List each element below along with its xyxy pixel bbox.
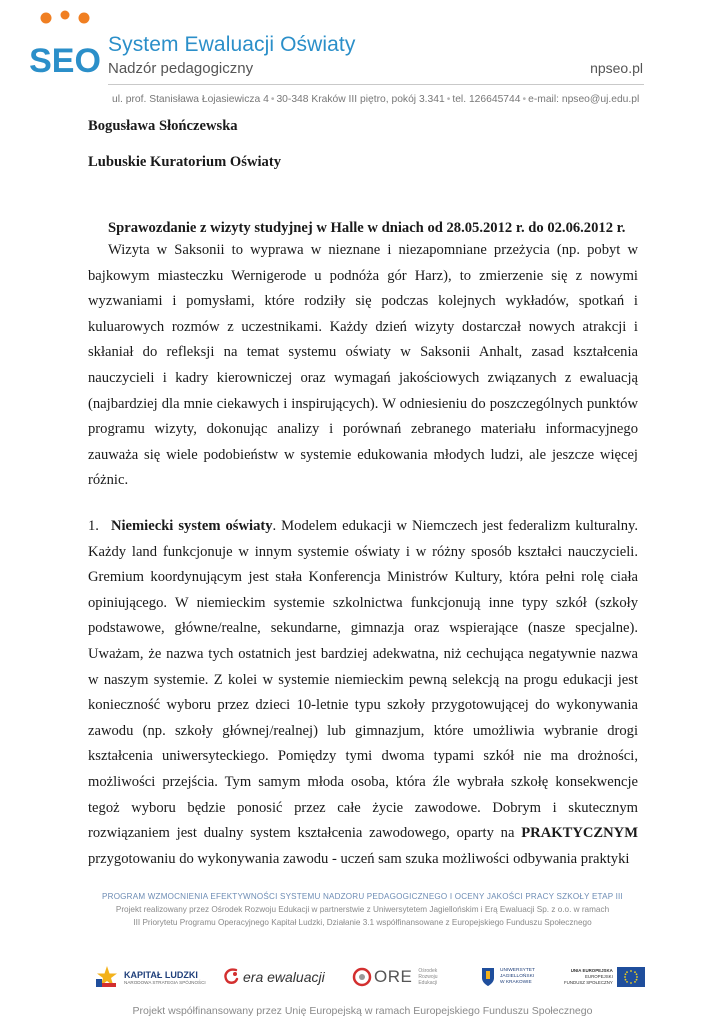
report-title: Sprawozdanie z wizyty studyjnej w Halle w dniach od 28.05.2012 r. do 02.06.2012 r. (108, 220, 626, 236)
uj-line-1: UNIWERSYTET (500, 968, 535, 973)
website-link[interactable]: npseo.pl (590, 60, 643, 76)
section-heading: Niemiecki system oświaty (110, 518, 273, 534)
address-city: 30-348 Kraków III piętro, pokój 3.341 (276, 94, 445, 105)
ore-mark-icon (352, 966, 372, 988)
footer (0, 888, 725, 1024)
eu-flag-icon (617, 967, 645, 987)
section-text-a: . Modelem edukacji w Niemczech jest federalizm kulturalny. Każdy land funkcjonuje w innym systemie oświaty i w różny sposób kształci nauczycieli. Gremium koordynującym jest stała Konferencja Ministrów Kultury, która pełni rolę ciała opiniującego. W niemieckim systemie szkolnictwa funkcjonują inne typy szkół (szkoły podstawowe, główne/realne, sekundarne, gimnazja oraz wspierające (nasze specjalne). Uważam, że nazwa tych ostatnich jest bardziej adekwatna, niż cechująca negatywnie nazwa w naszym systemie. Z kolei w systemie niemieckim pewną selekcją na progu edukacji jest konieczność wyboru przez dzieci 10-letnie typu szkoły przygotowującej do wykonywania zawodu (np. szkoły głównej/realnej) lub gimnazjum, które umożliwia wybranie drogi kształcenia uniwersyteckiego. Pomiędzy tymi dwoma typami szkół nie ma drożności, możliwości przejścia. Tym samym młoda osoba, która źle wybrała szkołę konsekwencje tegoż wyboru będzie ponosić przez całe życie zawodowe. Dobrym i skutecznym rozwiązaniem jest dualny system kształcenia zawodowego, oparty na (88, 518, 638, 842)
ore-wordmark: ORE (374, 967, 413, 986)
kl-subtitle: NARODOWA STRATEGIA SPÓJNOŚCI (124, 979, 206, 985)
crest-icon (480, 966, 496, 988)
ore-sub-2: Rozwoju (418, 974, 438, 980)
brand-subtitle: Nadzór pedagogiczny (108, 60, 254, 77)
letterhead (0, 0, 725, 112)
kapital-ludzki-logo (96, 960, 214, 994)
cofunded-note: Projekt współfinansowany przez Unię Europejską w ramach Europejskiego Funduszu Społecznego (132, 1005, 593, 1017)
intro-paragraph: Wizyta w Saksonii to wyprawa w nieznane i niezapomniane przeżycia (np. pobyt w bajkowym miasteczku Wernigerode u podnóża gór Harz), to zmierzenie się z nowymi wyzwaniami i pomysłami, które rodziły się podczas kolejnych wykładów, spotkań i kuluarowych rozmów z uczestnikami. Każdy dzień wizyty dostarczał nowych atrakcji i skłaniał do refleksji na temat systemu oświaty w Saksonii Anhalt, zasad kształcenia nauczycieli i kadry kierowniczej oraz wymagań jakościowych związanych z ewaluacją (najbardziej dla mnie ciekawych i inspirujących). W odniesieniu do poszczególnych punktów programu wizyty, dokonując analizy i porównań zebranego materiału informacyjnego zauważa się wiele podobieństw w systemie edukowania młodych ludzi, ale jeszcze więcej różnic. (88, 242, 638, 489)
section-emphasis: PRAKTYCZNYM (521, 825, 638, 842)
era-label: era ewaluacji (243, 969, 325, 985)
program-name: PROGRAM WZMOCNIENIA EFEKTYWNOŚCI SYSTEMU NADZORU PEDAGOGICZNEGO I OCENY JAKOŚCI PRACY SZKOŁY ETAP III (102, 892, 623, 901)
uj-line-2: JAGIELLOŃSKI (500, 974, 535, 979)
section-number: 1. (88, 518, 99, 534)
kl-title: KAPITAŁ LUDZKI (124, 969, 198, 980)
star-icon (96, 965, 118, 989)
address-street: ul. prof. Stanisława Łojasiewicza 4 (112, 94, 269, 105)
ore-sub-3: Edukacji (418, 980, 438, 986)
uj-line-3: W KRAKOWIE (500, 980, 532, 985)
eu-line-3: FUNDUSZ SPOŁECZNY (564, 980, 613, 985)
section-1-paragraph (88, 514, 638, 872)
era-ewaluacji-logo (222, 960, 332, 994)
project-line-2: III Priorytetu Programu Operacyjnego Kapitał Ludzki, Działanie 3.1 współfinansowane z Europejskiego Funduszu Społecznego (133, 918, 592, 927)
seo-logo (29, 10, 101, 82)
logo-text: SEO (29, 42, 101, 80)
organization-name: Lubuskie Kuratorium Oświaty (88, 154, 281, 170)
author-name: Bogusława Słończewska (88, 118, 238, 134)
address-line: ul. prof. Stanisława Łojasiewicza 4 • 30-348 Kraków III piętro, pokój 3.341 • tel. 126645744 • e-mail: npseo@uj.edu.pl (112, 94, 640, 105)
project-line-1: Projekt realizowany przez Ośrodek Rozwoju Edukacji w partnerstwie z Uniwersytetem Jagiellońskim i Erą Ewaluacji Sp. z o.o. w ramach (115, 905, 610, 914)
ore-logo (352, 960, 462, 994)
ore-sub-1: Ośrodek (418, 968, 438, 974)
address-phone: tel. 126645744 (452, 94, 521, 105)
header-divider (108, 84, 644, 85)
uj-logo (480, 960, 560, 994)
era-swirl-icon (222, 966, 240, 988)
partner-logos (96, 960, 656, 994)
brand-title: System Ewaluacji Oświaty (108, 33, 356, 56)
section-text-b: przygotowaniu do wykonywania zawodu - uczeń sam szuka możliwości odbywania praktyki (88, 850, 630, 867)
eu-logo (564, 960, 656, 994)
eu-line-2: EUROPEJSKI (584, 974, 613, 979)
address-email[interactable]: e-mail: npseo@uj.edu.pl (528, 94, 640, 105)
eu-line-1: UNIA EUROPEJSKA (570, 968, 613, 973)
